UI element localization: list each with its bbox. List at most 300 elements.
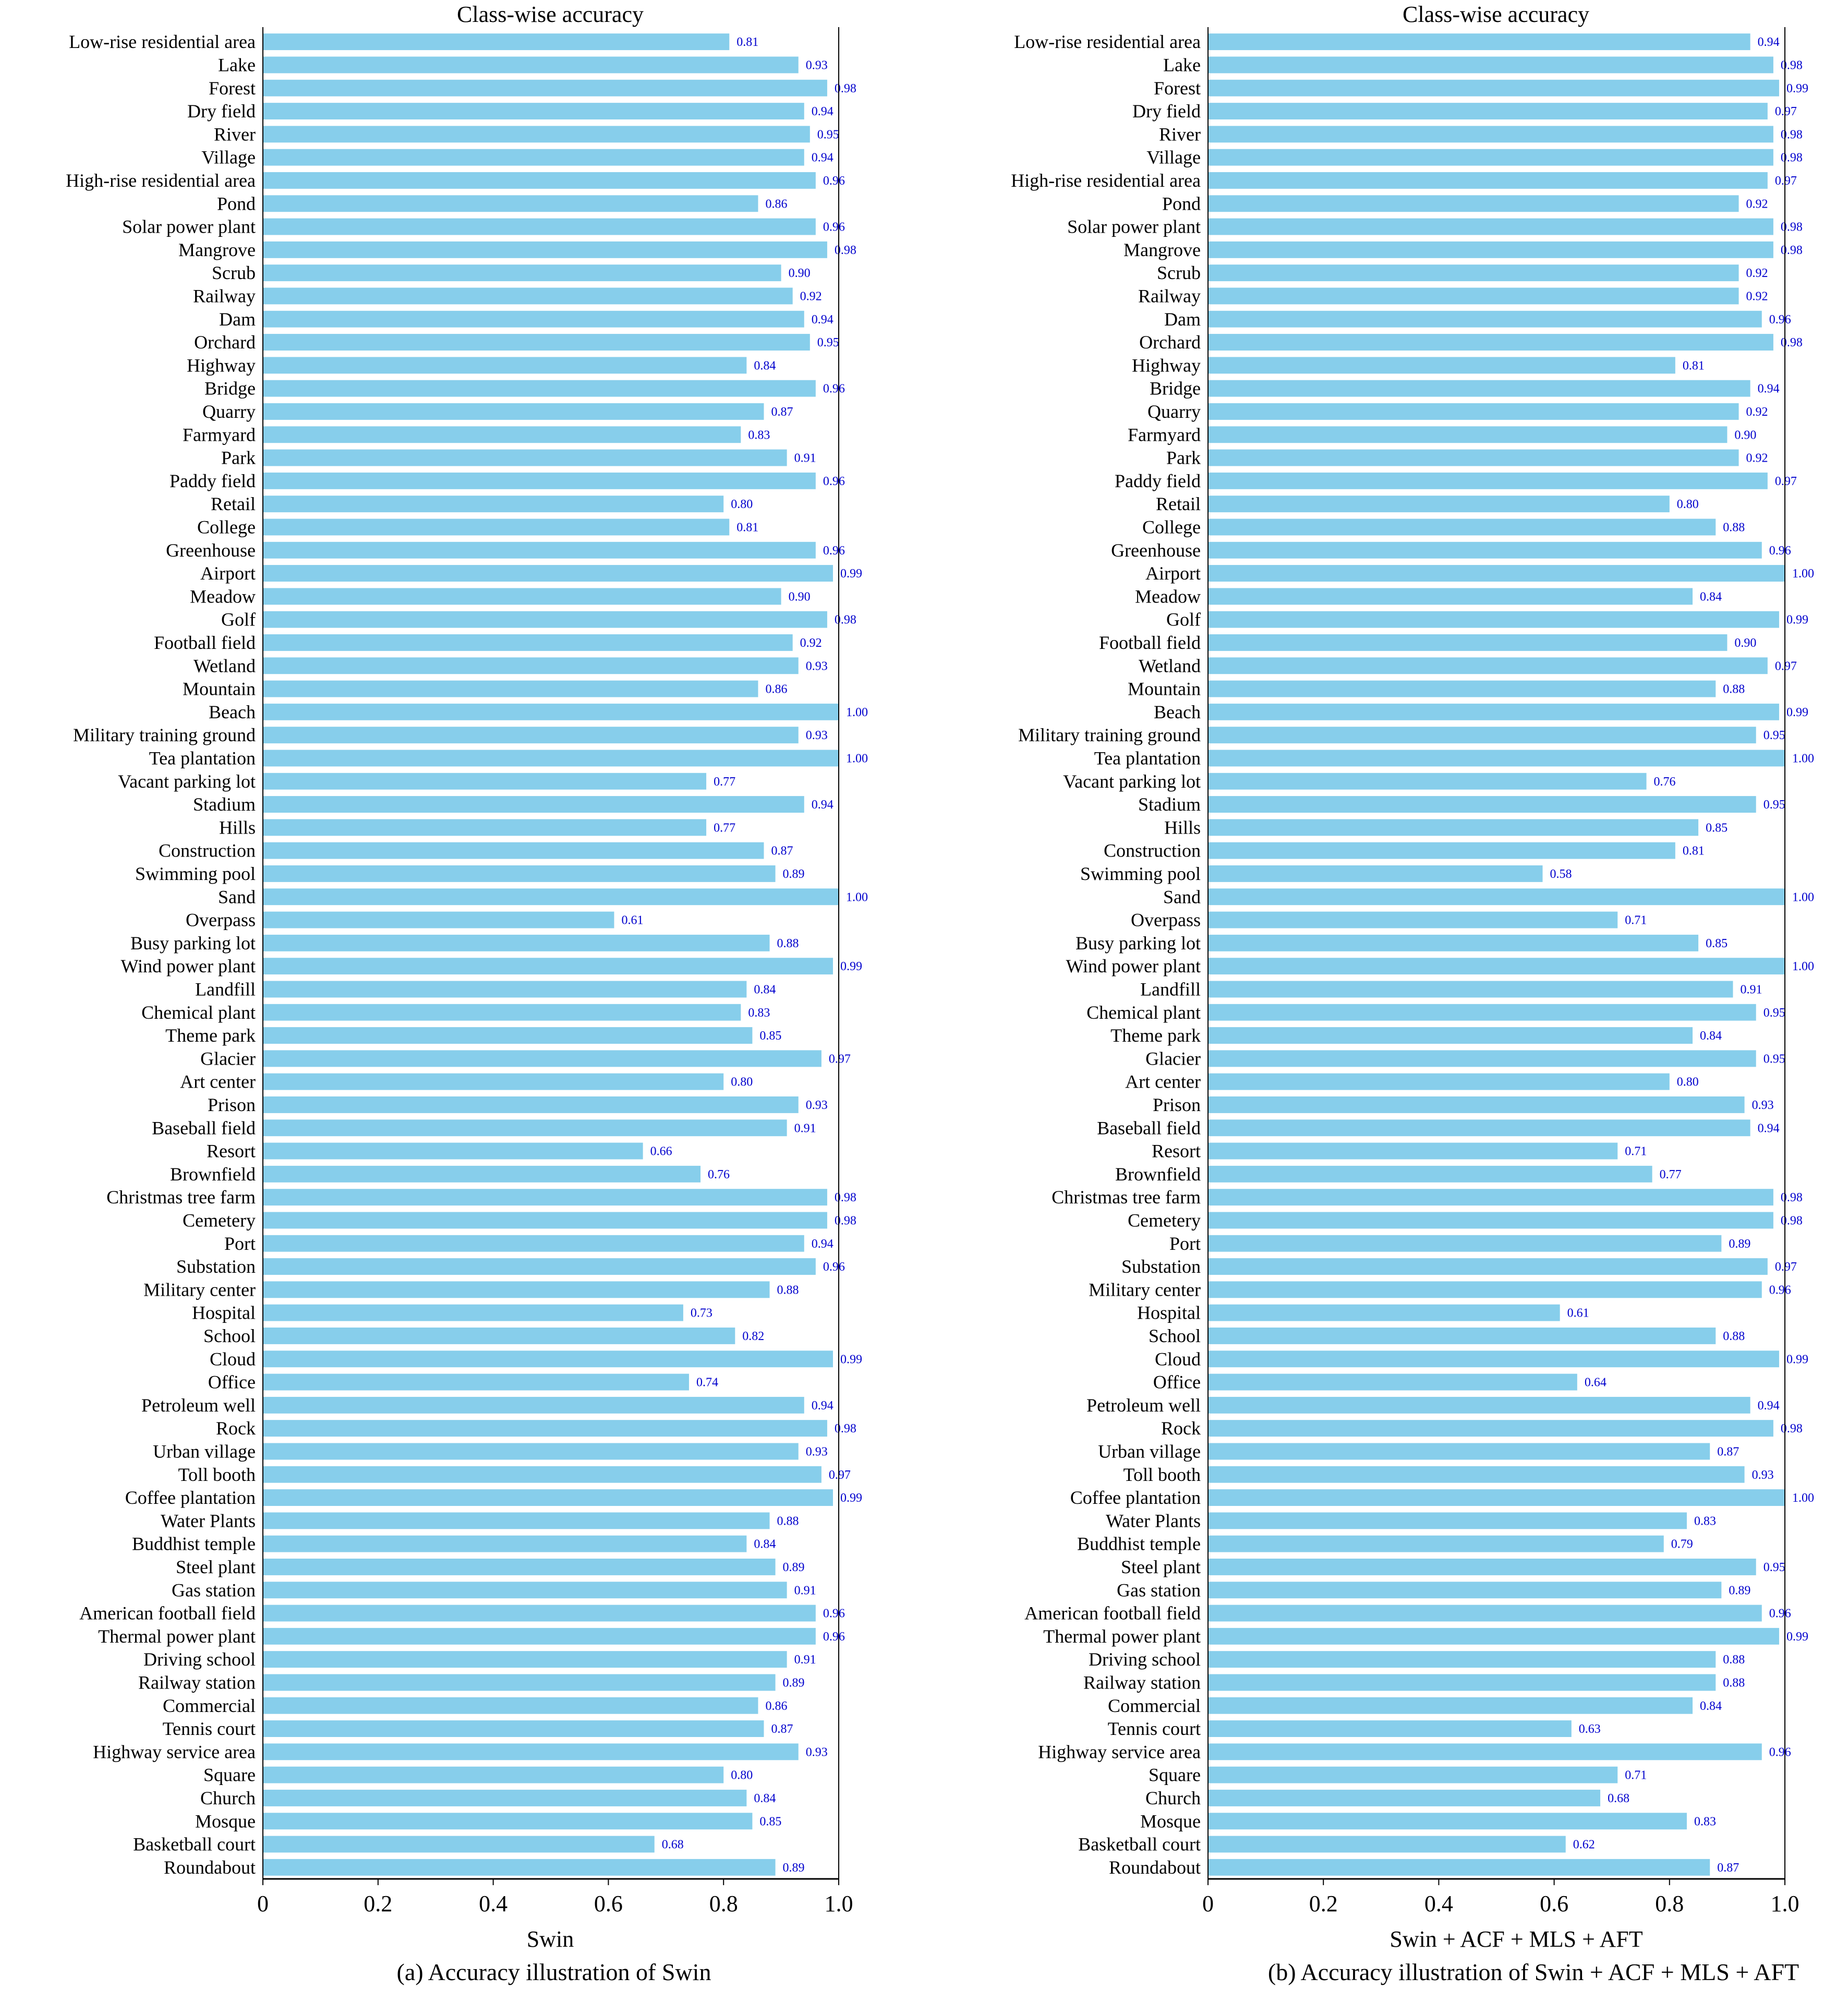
value-label: 0.79 [1671, 1537, 1693, 1551]
value-label: 0.99 [1786, 1630, 1808, 1644]
category-label: Office [1153, 1371, 1201, 1393]
bar [1208, 496, 1670, 512]
bar [1208, 935, 1698, 951]
category-label: Art center [1125, 1071, 1201, 1092]
bar [1208, 842, 1675, 859]
value-label: 0.94 [811, 312, 834, 327]
category-label: Landfill [195, 979, 256, 1000]
value-label: 0.96 [1769, 1607, 1791, 1621]
bar [1208, 1582, 1721, 1598]
bar [1208, 750, 1785, 767]
category-label: Urban village [153, 1441, 256, 1462]
category-label: Football field [154, 632, 256, 653]
x-axis-label: Swin + ACF + MLS + AFT [1390, 1926, 1643, 1952]
category-label: Hospital [1137, 1302, 1201, 1323]
category-label: College [197, 516, 256, 538]
value-label: 0.98 [834, 1214, 856, 1228]
value-label: 0.90 [1734, 428, 1757, 442]
category-label: Golf [1166, 609, 1201, 630]
x-tick-label: 0.6 [1540, 1891, 1569, 1916]
category-label: Solar power plant [122, 216, 256, 237]
category-label: Brownfield [170, 1163, 256, 1185]
value-label: 0.98 [1780, 243, 1803, 257]
value-label: 0.88 [777, 1283, 799, 1297]
category-label: Village [201, 147, 256, 168]
category-label: Highway [187, 355, 256, 376]
value-label: 0.66 [650, 1144, 672, 1159]
category-label: Rock [1161, 1418, 1201, 1439]
category-label: Theme park [165, 1025, 256, 1046]
bar [1208, 450, 1739, 466]
category-label: Dam [1164, 308, 1201, 330]
value-label: 0.95 [1763, 1006, 1785, 1020]
category-label: Busy parking lot [1076, 932, 1201, 954]
value-label: 0.96 [823, 382, 845, 396]
value-label: 0.91 [1740, 983, 1762, 997]
category-label: Cloud [209, 1348, 256, 1370]
value-label: 0.76 [708, 1167, 730, 1181]
bar [263, 1143, 643, 1160]
category-label: Forest [209, 77, 256, 99]
category-label: Retail [1156, 493, 1201, 515]
value-label: 0.98 [1780, 151, 1803, 165]
bar [263, 981, 746, 998]
value-label: 0.98 [1780, 128, 1803, 142]
bar [263, 611, 827, 628]
bar [1208, 1536, 1664, 1552]
value-label: 0.90 [1734, 636, 1757, 650]
value-label: 0.93 [1752, 1468, 1774, 1482]
category-label: Dry field [1132, 101, 1201, 122]
bar [1208, 1420, 1773, 1437]
bar [1208, 1836, 1566, 1853]
category-label: Roundabout [1109, 1856, 1201, 1878]
category-label: Substation [176, 1256, 256, 1277]
bar [1208, 704, 1779, 720]
value-label: 0.61 [1567, 1306, 1589, 1320]
chart-title: Class-wise accuracy [1403, 2, 1589, 27]
category-label: Football field [1099, 632, 1201, 653]
bar [263, 1119, 787, 1136]
value-label: 0.89 [1729, 1237, 1751, 1251]
bar-group [263, 33, 839, 1876]
category-label: Scrub [1157, 262, 1201, 284]
bar [1208, 1258, 1768, 1275]
value-label: 0.77 [714, 821, 736, 835]
category-label: Roundabout [164, 1856, 256, 1878]
bar [263, 33, 729, 50]
bar [1208, 219, 1773, 235]
category-label: Gas station [172, 1579, 256, 1601]
value-label: 0.99 [840, 1491, 862, 1505]
bar [1208, 1605, 1762, 1622]
category-label: Bridge [1150, 378, 1201, 399]
value-label: 0.90 [788, 267, 811, 281]
bar [1208, 727, 1756, 743]
value-label: 0.62 [1573, 1838, 1595, 1852]
value-label: 0.99 [1786, 81, 1808, 95]
value-label: 0.99 [840, 960, 862, 974]
category-label: Vacant parking lot [118, 770, 256, 792]
bar [263, 126, 810, 142]
category-label: Cloud [1154, 1348, 1201, 1370]
bar [1208, 1235, 1721, 1252]
category-label: Tea plantation [1094, 747, 1201, 769]
bar [263, 1096, 799, 1113]
category-label: Stadium [192, 794, 256, 815]
category-label: Rock [216, 1418, 256, 1439]
bar [1208, 426, 1727, 443]
bar [263, 1674, 776, 1691]
value-label: 0.97 [1774, 105, 1797, 119]
bar [1208, 681, 1716, 697]
value-label: 0.98 [1780, 1191, 1803, 1205]
bar [1208, 773, 1647, 790]
bar [1208, 1466, 1745, 1483]
bar [1208, 519, 1716, 536]
value-label: 0.89 [1729, 1584, 1751, 1598]
value-label: 0.84 [754, 983, 776, 997]
bar [1208, 1720, 1572, 1737]
bar [1208, 657, 1768, 674]
bar [1208, 1512, 1687, 1529]
value-label: 0.80 [1676, 1075, 1699, 1089]
value-label: 0.94 [1757, 382, 1780, 396]
category-label: Golf [221, 609, 256, 630]
bar [1208, 1350, 1779, 1367]
bar [263, 473, 816, 489]
category-label: Low-rise residential area [69, 31, 256, 53]
value-label: 0.89 [782, 1676, 805, 1690]
value-label: 0.98 [1780, 1422, 1803, 1436]
bar [263, 1836, 655, 1853]
bar [1208, 403, 1739, 420]
category-label: Water Plants [1105, 1510, 1201, 1531]
value-label: 0.86 [765, 197, 788, 211]
value-label: 0.71 [1625, 1144, 1647, 1159]
category-label: Office [208, 1371, 256, 1393]
value-label: 0.99 [1786, 613, 1808, 627]
bar [263, 103, 804, 119]
category-label: Wetland [193, 655, 256, 677]
category-label: Airport [1145, 563, 1201, 584]
bar [1208, 1651, 1716, 1668]
category-label: Paddy field [170, 470, 256, 491]
category-label: Coffee plantation [1070, 1487, 1201, 1509]
category-label: Mosque [1140, 1811, 1201, 1832]
value-label: 0.81 [1682, 359, 1705, 373]
category-label: Port [224, 1233, 256, 1254]
bar [263, 634, 793, 651]
bar [263, 80, 827, 97]
category-label: Glacier [200, 1048, 256, 1069]
value-label: 0.76 [1653, 775, 1676, 789]
bar [1208, 1166, 1652, 1183]
bar [1208, 1119, 1750, 1136]
bar [1208, 1212, 1773, 1229]
bar [263, 681, 758, 697]
bar [1208, 288, 1739, 305]
category-label: Theme park [1110, 1025, 1201, 1046]
category-label: College [1142, 516, 1201, 538]
value-label: 0.96 [823, 1260, 845, 1274]
bar [1208, 357, 1675, 373]
value-label: 0.93 [1752, 1098, 1774, 1112]
chart-title: Class-wise accuracy [457, 2, 644, 27]
category-label: American football field [1024, 1602, 1201, 1624]
bar [263, 865, 776, 882]
bar-group [1208, 33, 1785, 1876]
bar [263, 1397, 804, 1414]
bar [263, 1651, 787, 1668]
value-label: 0.96 [1769, 1745, 1791, 1759]
bar [1208, 634, 1727, 651]
bar [263, 565, 833, 582]
bar [1208, 103, 1768, 119]
value-label: 0.68 [1608, 1791, 1630, 1805]
category-label: Park [1166, 447, 1201, 468]
value-label: 0.77 [714, 775, 736, 789]
value-label: 0.87 [771, 405, 793, 419]
bar [263, 1212, 827, 1229]
bar [1208, 80, 1779, 97]
bar [1208, 264, 1739, 281]
category-label: Dam [219, 308, 256, 330]
value-label: 0.97 [828, 1468, 851, 1482]
x-tick-label: 0.4 [1424, 1891, 1453, 1916]
bar [263, 704, 839, 720]
bar [1208, 311, 1762, 328]
x-tick-label: 0.2 [1309, 1891, 1338, 1916]
value-label: 0.93 [805, 729, 828, 743]
category-label: Railway [193, 285, 256, 307]
bar [1208, 33, 1750, 50]
value-label: 0.84 [754, 1537, 776, 1551]
category-label: Military training ground [1018, 725, 1201, 746]
bar [1208, 888, 1785, 905]
category-label: Orchard [1139, 332, 1201, 353]
axes-frame [263, 27, 839, 1879]
bar [1208, 912, 1617, 928]
value-label: 0.87 [1717, 1445, 1740, 1459]
value-label: 0.88 [777, 1514, 799, 1528]
category-label: Thermal power plant [1043, 1625, 1201, 1647]
bar [263, 819, 706, 836]
value-label: 1.00 [846, 705, 868, 719]
category-label: Highway [1132, 355, 1201, 376]
value-label: 0.94 [811, 798, 834, 812]
bar [263, 1443, 799, 1460]
bar [1208, 334, 1773, 351]
category-label: Port [1169, 1233, 1201, 1254]
bar [263, 496, 723, 512]
bar [263, 842, 764, 859]
x-tick-label: 0 [1202, 1891, 1214, 1916]
category-label: Square [203, 1764, 256, 1786]
value-label: 0.89 [782, 1560, 805, 1574]
category-label: Mosque [195, 1811, 256, 1832]
value-label: 1.00 [1792, 890, 1814, 904]
value-label: 0.77 [1659, 1167, 1682, 1181]
category-labels [1011, 31, 1201, 1878]
bar [1208, 195, 1739, 212]
bar [263, 1420, 827, 1437]
bar [1208, 1096, 1745, 1113]
value-label: 0.99 [1786, 705, 1808, 719]
value-label: 0.98 [834, 243, 856, 257]
value-label: 0.94 [811, 1237, 834, 1251]
value-label: 1.00 [1792, 752, 1814, 766]
category-label: Cemetery [183, 1210, 256, 1231]
value-label: 0.96 [823, 1607, 845, 1621]
bar [263, 1258, 816, 1275]
bar [263, 311, 804, 328]
value-label: 0.95 [1763, 729, 1785, 743]
category-label: Baseball field [152, 1117, 256, 1139]
category-label: Military center [143, 1279, 256, 1300]
value-label: 0.58 [1550, 867, 1572, 881]
value-label: 0.80 [731, 1075, 753, 1089]
value-label: 0.83 [1694, 1815, 1716, 1829]
category-label: Village [1146, 147, 1201, 168]
value-label: 0.82 [742, 1329, 765, 1343]
bar [1208, 1628, 1779, 1645]
category-label: Busy parking lot [130, 932, 256, 954]
bar [1208, 1027, 1693, 1044]
bar [1208, 542, 1762, 559]
category-label: Baseball field [1097, 1117, 1201, 1139]
bar [1208, 958, 1785, 974]
value-label: 0.95 [1763, 1052, 1785, 1066]
category-label: Forest [1154, 77, 1201, 99]
bar [263, 403, 764, 420]
bar [263, 1328, 735, 1344]
value-label: 0.98 [834, 1191, 856, 1205]
value-label: 0.88 [1723, 1653, 1745, 1667]
bar [263, 219, 816, 235]
bar [1208, 1489, 1785, 1506]
bar [1208, 1074, 1670, 1090]
category-label: Stadium [1138, 794, 1201, 815]
category-label: Scrub [212, 262, 256, 284]
category-label: Church [200, 1787, 256, 1808]
bar [1208, 1374, 1577, 1391]
value-label: 0.71 [1625, 1768, 1647, 1782]
bar [263, 542, 816, 559]
bar [1208, 1443, 1710, 1460]
category-label: Urban village [1098, 1441, 1201, 1462]
bar [1208, 981, 1733, 998]
category-label: River [214, 124, 256, 145]
bar [263, 149, 804, 166]
value-label: 0.95 [817, 336, 839, 350]
bar [263, 1050, 822, 1067]
category-label: Basketball court [1078, 1834, 1201, 1855]
category-label: American football field [79, 1602, 256, 1624]
value-label: 0.91 [794, 1121, 816, 1136]
panel-swin [66, 2, 868, 1985]
value-label: 0.95 [1763, 1560, 1785, 1574]
bar [1208, 1189, 1773, 1205]
value-label: 0.99 [1786, 1353, 1808, 1367]
category-label: Solar power plant [1067, 216, 1201, 237]
category-label: Toll booth [178, 1464, 256, 1485]
value-label: 0.89 [782, 867, 805, 881]
bar [263, 519, 729, 536]
category-label: Coffee plantation [125, 1487, 256, 1509]
category-label: Paddy field [1115, 470, 1201, 491]
value-label: 0.97 [1774, 659, 1797, 673]
value-label: 0.93 [805, 659, 828, 673]
category-label: River [1159, 124, 1201, 145]
value-label: 0.96 [823, 544, 845, 558]
bar [1208, 565, 1785, 582]
category-label: Wetland [1138, 655, 1201, 677]
category-label: Orchard [194, 332, 256, 353]
bar [263, 1027, 752, 1044]
bar [1208, 1743, 1762, 1760]
x-tick-label: 0.8 [1655, 1891, 1684, 1916]
category-label: Overpass [1131, 909, 1201, 931]
value-label: 1.00 [1792, 960, 1814, 974]
category-label: Military training ground [73, 725, 256, 746]
category-label: Steel plant [1121, 1556, 1201, 1577]
bar [263, 912, 614, 928]
value-label: 0.85 [1706, 936, 1728, 950]
category-label: Hills [1164, 817, 1201, 838]
value-label: 0.98 [834, 81, 856, 95]
x-tick-label: 0.6 [594, 1891, 623, 1916]
bar [263, 1628, 816, 1645]
category-label: Dry field [187, 101, 256, 122]
value-label: 0.88 [1723, 682, 1745, 696]
bar [1208, 1674, 1716, 1691]
bar [1208, 819, 1698, 836]
bar [263, 1767, 723, 1783]
category-label: Square [1149, 1764, 1201, 1786]
category-label: Railway station [138, 1672, 256, 1693]
category-label: Mountain [1128, 678, 1201, 699]
value-label: 0.84 [1700, 1699, 1722, 1713]
category-label: Water Plants [160, 1510, 256, 1531]
bar [263, 172, 816, 189]
category-label: Beach [209, 701, 256, 722]
category-label: Mangrove [1124, 239, 1201, 260]
value-label: 0.92 [1746, 405, 1768, 419]
category-label: Park [221, 447, 256, 468]
value-label: 0.97 [1774, 1260, 1797, 1274]
figure-caption: (b) Accuracy illustration of Swin + ACF + MLS + AFT [1267, 1959, 1799, 1985]
bar [1208, 149, 1773, 166]
category-label: Railway [1138, 285, 1201, 307]
bar [1208, 1050, 1756, 1067]
value-label: 0.83 [748, 428, 770, 442]
value-label: 0.95 [817, 128, 839, 142]
value-label: 0.96 [823, 474, 845, 488]
value-label: 0.98 [1780, 336, 1803, 350]
category-label: Railway station [1083, 1672, 1201, 1693]
x-tick-label: 1.0 [824, 1891, 853, 1916]
x-tick-label: 0.4 [479, 1891, 508, 1916]
category-label: Mountain [183, 678, 256, 699]
x-tick-label: 0 [257, 1891, 269, 1916]
value-label: 0.81 [736, 35, 759, 50]
category-label: Pond [216, 193, 256, 214]
bar [1208, 1813, 1687, 1829]
bar [263, 1582, 787, 1598]
category-label: Greenhouse [166, 539, 256, 561]
category-label: Swimming pool [1080, 863, 1201, 884]
